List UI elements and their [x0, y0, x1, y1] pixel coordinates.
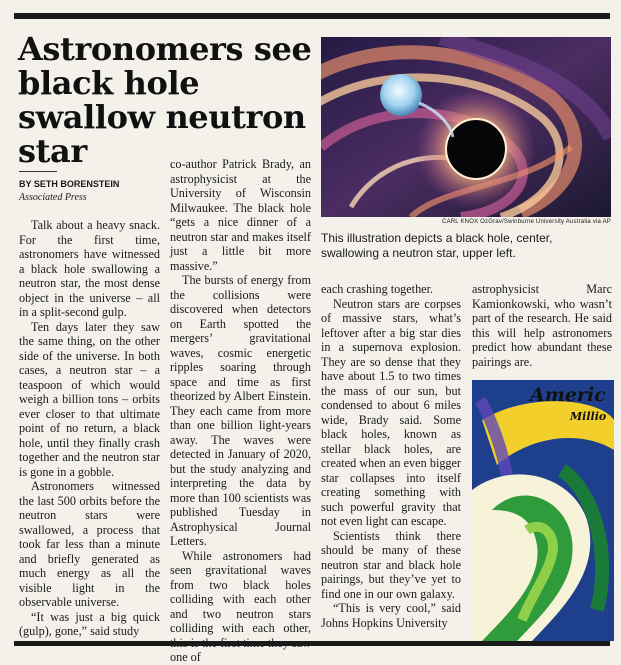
- paragraph: Astronomers witnessed the last 500 orbits before the neutron stars were swallowed, a process that took far less than a minute and briefly generated as much energy as all the visible light in the observable universe.: [19, 479, 160, 609]
- top-rule: [14, 13, 610, 19]
- byline-divider: [19, 171, 57, 172]
- photo-credit: CARL KNOX OzGrav/Swinburne University Australia via AP: [442, 219, 611, 225]
- ad-headline: Americ: [530, 384, 606, 406]
- paragraph: astrophysicist Marc Kamionkowski, who wasn’t part of the research. He said this will help astronomers predict how abundant these pairings are.: [472, 282, 612, 369]
- paragraph: The bursts of energy from the collisions were discovered when detectors on Earth spotted the mergers’ gravitational waves, cosmic energetic ripples soaring through space and time as first theorized by Albert Einstein. They each came from more than one billion light-years away. The waves were detected in January of 2020, but the study analyzing and interpreting the data by more than 100 scientists was published Tuesday in Astrophysical Journal Letters.: [170, 273, 311, 548]
- byline-affiliation: Associated Press: [19, 192, 87, 203]
- paragraph: Scientists think there should be many of these neutron star and black hole pairings, but they’ve yet to find one in our own galaxy.: [321, 528, 461, 601]
- bottom-rule: [14, 641, 610, 646]
- paragraph: Talk about a heavy snack. For the first time, astronomers have witnessed a black hole swallowing a neutron star, the most dense object in the universe – all in a split-second gulp.: [19, 218, 160, 319]
- photo-caption: This illustration depicts a black hole, center, swallowing a neutron star, upper left.: [321, 231, 553, 260]
- article-column-4: [472, 282, 612, 369]
- byline: BY SETH BORENSTEIN: [19, 179, 120, 189]
- paragraph: “It was just a big quick (gulp), gone,” said study: [19, 609, 160, 638]
- paragraph: co-author Patrick Brady, an astrophysicist at the University of Wisconsin Milwaukee. The black hole “gets a nice dinner of a neutron star and makes itself just a little bit more massive.”: [170, 157, 311, 273]
- article-column-2: [170, 157, 311, 665]
- paragraph: each crashing together.: [321, 282, 434, 296]
- black-hole-illustration-art: [321, 37, 611, 217]
- article-column-3: [321, 282, 461, 630]
- ad-subline: Millio: [570, 410, 607, 423]
- paragraph: Neutron stars are corpses of massive stars, what’s leftover after a big star dies in a supernova explosion. They are so dense that they have about 1.5 to two times the mass of our sun, but condensed to about 6 miles wide, Brady said. Some black holes, known as stellar black holes, are created when an even bigger star collapses into itself creating something with such powerful gravity that not even light can escape.: [321, 296, 461, 528]
- lottery-ad: [472, 380, 614, 641]
- black-hole-illustration: [321, 37, 611, 217]
- paragraph: While astronomers had seen gravitational waves from two black holes colliding with each other and two neutron stars colliding with each other, one of: [170, 548, 311, 664]
- article-column-1: [19, 218, 160, 639]
- headline: Astronomers see black hole swallow neutron star: [18, 30, 312, 170]
- paragraph: Ten days later they saw the same thing, on the other side of the universe. In both cases, a neutron star – a teaspoon of which would weigh a billion tons – orbits ever closer to that ultimate point of no return, a black hole, until they finally crash together and the neutron star is gone in a gobble.: [19, 319, 160, 479]
- paragraph: “This is very cool,” said Johns Hopkins University: [321, 601, 461, 630]
